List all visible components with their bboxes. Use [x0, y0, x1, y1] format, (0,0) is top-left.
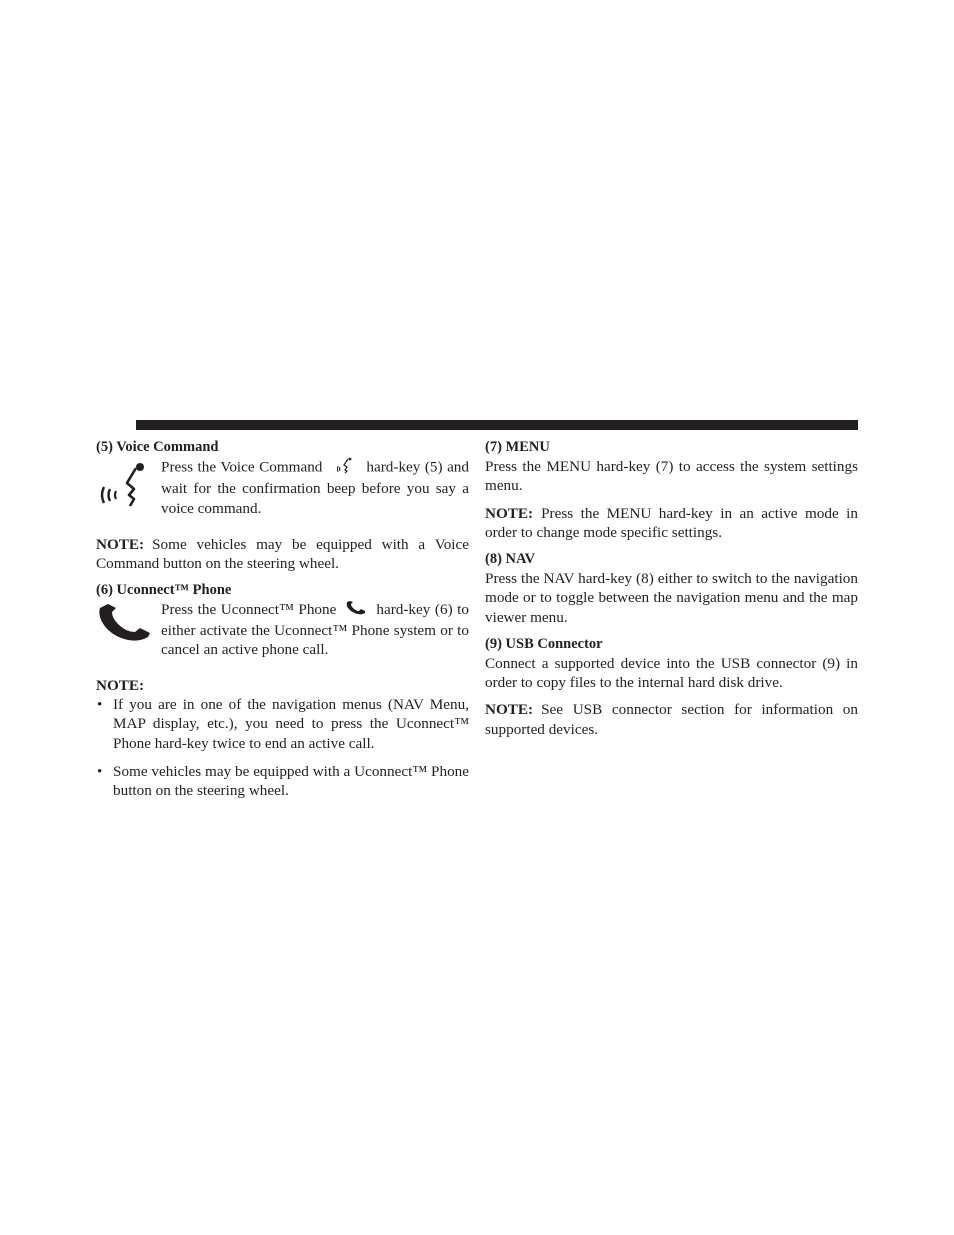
voice-command-text-end: hard-key (5) and wait for the confirmation beep before you say a voice command.	[161, 458, 469, 517]
phone-icon	[96, 600, 161, 644]
right-column	[485, 438, 858, 739]
phone-text-end: hard-key (6) to either activate the Uconnect™ Phone system or to cancel an active phone call.	[161, 601, 470, 658]
list-item: • Some vehicles may be equipped with a Uconnect™ Phone button on the steering wheel.	[96, 762, 469, 800]
phone-text-start: Press the Uconnect™ Phone	[161, 601, 337, 619]
phone-note-list	[96, 695, 469, 800]
note-label: NOTE:	[485, 701, 534, 719]
voice-command-text-start: Press the Voice Command	[161, 458, 323, 476]
phone-note-label: NOTE:	[96, 676, 145, 694]
voice-command-note	[96, 535, 469, 573]
usb-heading: (9) USB Connector	[485, 635, 603, 652]
note-text: Press the MENU hard-key in an active mode in order to change mode specific settings.	[485, 504, 858, 541]
uconnect-phone-heading: (6) Uconnect™ Phone	[96, 582, 232, 599]
left-column	[96, 438, 469, 800]
usb-note	[485, 700, 858, 738]
menu-text: Press the MENU hard-key (7) to access the system settings menu.	[485, 458, 858, 495]
list-item: • If you are in one of the navigation menus (NAV Menu, MAP display, etc.), you need to press the Uconnect™ Phone hard-key twice to end an active call.	[96, 695, 469, 753]
uconnect-phone-block	[96, 600, 469, 659]
menu-note	[485, 504, 858, 542]
note-label: NOTE:	[96, 535, 145, 553]
note-text: Some vehicles may be equipped with a Voice Command button on the steering wheel.	[96, 535, 469, 573]
nav-text: Press the NAV hard-key (8) either to switch to the navigation mode or to toggle between the navigation menu and the map viewer menu.	[485, 570, 858, 626]
note-text: See USB connector section for information on supported devices.	[485, 701, 858, 738]
note-label: NOTE:	[485, 504, 534, 522]
voice-command-inline-icon	[336, 457, 352, 479]
voice-command-block	[96, 457, 469, 518]
menu-heading: (7) MENU	[485, 439, 550, 455]
nav-heading: (8) NAV	[485, 551, 536, 568]
usb-text: Connect a supported device into the USB connector (9) in order to copy files to the internal hard disk drive.	[485, 655, 858, 692]
voice-command-heading: (5) Voice Command	[96, 439, 219, 455]
phone-inline-icon	[346, 601, 366, 620]
header-rule	[136, 420, 858, 430]
voice-command-icon	[96, 457, 161, 509]
